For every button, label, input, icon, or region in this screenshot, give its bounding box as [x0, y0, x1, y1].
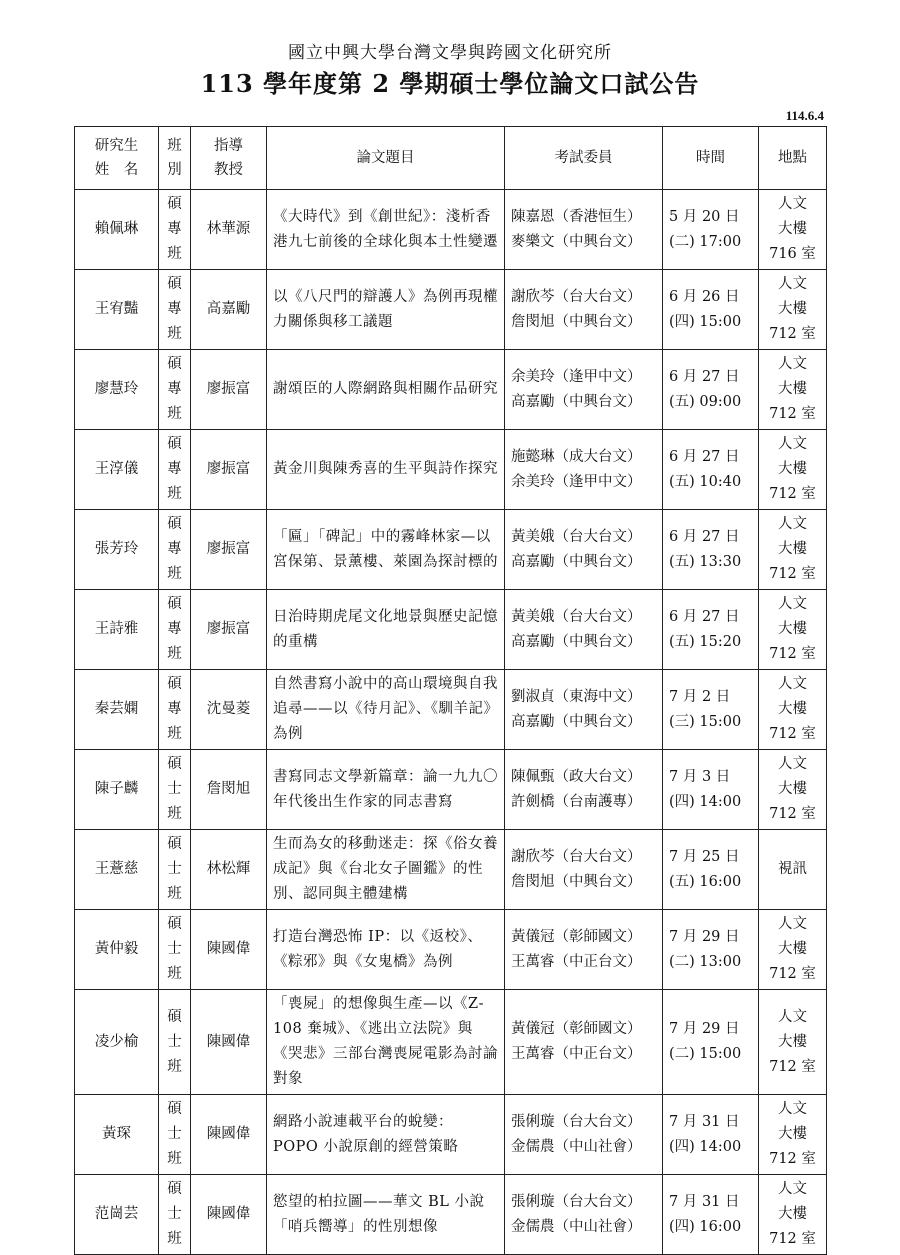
student-name: 賴佩琳 — [75, 190, 159, 270]
location-room: 712 室 — [769, 1231, 816, 1247]
thesis-topic: 網路小說連載平台的蛻變：POPO 小說原創的經營策略 — [267, 1095, 505, 1175]
class-type: 碩 專 班 — [159, 270, 191, 350]
exam-location — [759, 750, 827, 830]
location-building: 人文 大樓 — [778, 276, 807, 317]
exam-date: 5 月 20 日 — [669, 208, 740, 225]
advisor-name: 林華源 — [191, 190, 267, 270]
exam-time — [663, 990, 759, 1095]
exam-time — [663, 190, 759, 270]
student-name: 黃琛 — [75, 1095, 159, 1175]
exam-weekday-time: (四) 16:00 — [669, 1218, 742, 1235]
location-room: 712 室 — [769, 726, 816, 742]
table-row — [75, 1095, 827, 1175]
exam-date: 6 月 26 日 — [669, 288, 740, 305]
exam-location — [759, 590, 827, 670]
exam-time — [663, 1175, 759, 1255]
committee-member: 施懿琳（成大台文） — [511, 448, 642, 465]
committee-member: 金儒農（中山社會） — [511, 1138, 642, 1155]
committee-member: 謝欣芩（台大台文） — [511, 288, 642, 305]
exam-location — [759, 430, 827, 510]
committee-member: 陳嘉恩（香港恒生） — [511, 208, 642, 225]
student-name: 王詩雅 — [75, 590, 159, 670]
student-name: 王宥豔 — [75, 270, 159, 350]
header-topic: 論文題目 — [267, 127, 505, 190]
page-title: 113 學年度第 2 學期碩士學位論文口試公告 — [200, 69, 700, 98]
exam-time — [663, 910, 759, 990]
exam-weekday-time: (四) 14:00 — [669, 1138, 742, 1155]
committee-member: 劉淑貞（東海中文） — [511, 688, 642, 705]
location-building: 人文 大樓 — [778, 1008, 807, 1050]
table-row — [75, 830, 827, 910]
header-time: 時間 — [663, 127, 759, 190]
advisor-name: 詹閔旭 — [191, 750, 267, 830]
exam-date: 6 月 27 日 — [669, 608, 740, 625]
location-room: 716 室 — [769, 246, 816, 262]
header-class: 班 別 — [159, 127, 191, 190]
exam-date: 6 月 27 日 — [669, 528, 740, 545]
committee-members — [505, 590, 663, 670]
committee-member: 張俐璇（台大台文） — [511, 1193, 642, 1210]
committee-members — [505, 910, 663, 990]
oral-exam-schedule-table — [74, 126, 827, 1255]
exam-weekday-time: (五) 13:30 — [669, 553, 742, 570]
table-row — [75, 590, 827, 670]
advisor-name: 陳國偉 — [191, 990, 267, 1095]
table-row — [75, 750, 827, 830]
advisor-name: 沈曼菱 — [191, 670, 267, 750]
student-name: 凌少榆 — [75, 990, 159, 1095]
class-type: 碩 專 班 — [159, 350, 191, 430]
location-room: 712 室 — [769, 566, 816, 582]
table-row — [75, 990, 827, 1095]
committee-members — [505, 350, 663, 430]
committee-members — [505, 1175, 663, 1255]
class-type: 碩 專 班 — [159, 190, 191, 270]
table-row — [75, 510, 827, 590]
table-row — [75, 670, 827, 750]
student-name: 黃仲毅 — [75, 910, 159, 990]
student-name: 王淳儀 — [75, 430, 159, 510]
table-row — [75, 430, 827, 510]
student-name: 王薏慈 — [75, 830, 159, 910]
committee-member: 陳佩甄（政大台文） — [511, 768, 642, 785]
committee-member: 詹閔旭（中興台文） — [511, 873, 642, 890]
committee-members — [505, 270, 663, 350]
exam-time — [663, 750, 759, 830]
location-building: 人文 大樓 — [778, 516, 807, 557]
committee-member: 余美玲（逢甲中文） — [511, 368, 642, 385]
announcement-date: 114.6.4 — [785, 108, 824, 123]
location-room: 712 室 — [769, 646, 816, 662]
committee-member: 謝欣芩（台大台文） — [511, 848, 642, 865]
exam-time — [663, 510, 759, 590]
exam-weekday-time: (二) 13:00 — [669, 953, 742, 970]
exam-date: 7 月 2 日 — [669, 688, 731, 705]
location-building: 人文 大樓 — [778, 916, 807, 957]
class-type: 碩 專 班 — [159, 590, 191, 670]
thesis-topic: 慾望的柏拉圖——華文 BL 小說「哨兵嚮導」的性別想像 — [267, 1175, 505, 1255]
student-name: 廖慧玲 — [75, 350, 159, 430]
location-room: 712 室 — [769, 806, 816, 822]
exam-weekday-time: (四) 15:00 — [669, 313, 742, 330]
class-type: 碩 士 班 — [159, 750, 191, 830]
exam-location — [759, 1095, 827, 1175]
advisor-name: 高嘉勵 — [191, 270, 267, 350]
table-row — [75, 1175, 827, 1255]
committee-members — [505, 750, 663, 830]
committee-member: 王萬睿（中正台文） — [511, 1046, 642, 1062]
exam-location — [759, 350, 827, 430]
committee-member: 黃美娥（台大台文） — [511, 528, 642, 545]
committee-member: 高嘉勵（中興台文） — [511, 633, 642, 650]
student-name: 張芳玲 — [75, 510, 159, 590]
table-header-row — [75, 127, 827, 190]
committee-members — [505, 670, 663, 750]
thesis-topic: 「喪屍」的想像與生產—以《Z-108 棄城》、《逃出立法院》與《哭悲》三部台灣喪屍電影為討論對象 — [267, 990, 505, 1095]
location-building: 視訊 — [778, 861, 807, 877]
exam-date: 7 月 31 日 — [669, 1193, 740, 1210]
location-room: 712 室 — [769, 486, 816, 502]
student-name: 秦芸嫻 — [75, 670, 159, 750]
thesis-topic: 打造台灣恐怖 IP：以《返校》、《粽邪》與《女鬼橋》為例 — [267, 910, 505, 990]
exam-date: 7 月 29 日 — [669, 928, 740, 945]
advisor-name: 陳國偉 — [191, 1175, 267, 1255]
committee-member: 王萬睿（中正台文） — [511, 953, 642, 970]
institute-name: 國立中興大學台灣文學與跨國文化研究所 — [288, 43, 612, 63]
exam-time — [663, 670, 759, 750]
class-type: 碩 士 班 — [159, 830, 191, 910]
location-room: 712 室 — [769, 966, 816, 982]
committee-member: 張俐璇（台大台文） — [511, 1113, 642, 1130]
exam-date: 6 月 27 日 — [669, 368, 740, 385]
thesis-topic: 「匾」「碑記」中的霧峰林家—以宮保第、景薰樓、萊園為探討標的 — [267, 510, 505, 590]
advisor-name: 廖振富 — [191, 510, 267, 590]
exam-weekday-time: (五) 10:40 — [669, 473, 742, 490]
thesis-topic: 生而為女的移動迷走：探《俗女養成記》與《台北女子圖鑑》的性別、認同與主體建構 — [267, 830, 505, 910]
header-committee: 考試委員 — [505, 127, 663, 190]
exam-location — [759, 190, 827, 270]
location-building: 人文 大樓 — [778, 596, 807, 637]
thesis-topic: 日治時期虎尾文化地景與歷史記憶的重構 — [267, 590, 505, 670]
advisor-name: 陳國偉 — [191, 910, 267, 990]
committee-member: 黃儀冠（彰師國文） — [511, 1021, 642, 1037]
header-place: 地點 — [759, 127, 827, 190]
exam-time — [663, 590, 759, 670]
exam-date: 7 月 31 日 — [669, 1113, 740, 1130]
exam-time — [663, 350, 759, 430]
location-building: 人文 大樓 — [778, 756, 807, 797]
exam-location — [759, 910, 827, 990]
committee-members — [505, 430, 663, 510]
location-building: 人文 大樓 — [778, 196, 807, 237]
class-type: 碩 士 班 — [159, 1095, 191, 1175]
thesis-topic: 書寫同志文學新篇章：論一九九〇年代後出生作家的同志書寫 — [267, 750, 505, 830]
committee-member: 高嘉勵（中興台文） — [511, 393, 642, 410]
committee-members — [505, 190, 663, 270]
table-row — [75, 910, 827, 990]
exam-weekday-time: (二) 17:00 — [669, 233, 742, 250]
exam-location — [759, 510, 827, 590]
advisor-name: 廖振富 — [191, 350, 267, 430]
exam-weekday-time: (四) 14:00 — [669, 793, 742, 810]
student-name: 范崗芸 — [75, 1175, 159, 1255]
exam-date: 7 月 3 日 — [669, 768, 731, 785]
class-type: 碩 士 班 — [159, 1175, 191, 1255]
exam-time — [663, 270, 759, 350]
class-type: 碩 專 班 — [159, 670, 191, 750]
advisor-name: 陳國偉 — [191, 1095, 267, 1175]
table-body — [75, 190, 827, 1255]
header-student: 研究生 姓 名 — [75, 127, 159, 190]
exam-time — [663, 1095, 759, 1175]
advisor-name: 廖振富 — [191, 430, 267, 510]
class-type: 碩 專 班 — [159, 510, 191, 590]
exam-location — [759, 270, 827, 350]
location-room: 712 室 — [769, 326, 816, 342]
exam-weekday-time: (五) 09:00 — [669, 393, 742, 410]
exam-weekday-time: (二) 15:00 — [669, 1046, 742, 1062]
advisor-name: 林松輝 — [191, 830, 267, 910]
student-name: 陳子麟 — [75, 750, 159, 830]
location-building: 人文 大樓 — [778, 676, 807, 717]
exam-time — [663, 430, 759, 510]
exam-weekday-time: (三) 15:00 — [669, 713, 742, 730]
exam-location — [759, 1175, 827, 1255]
exam-weekday-time: (五) 15:20 — [669, 633, 742, 650]
thesis-topic: 《大時代》到《創世紀》：淺析香港九七前後的全球化與本土性變遷 — [267, 190, 505, 270]
advisor-name: 廖振富 — [191, 590, 267, 670]
committee-member: 金儒農（中山社會） — [511, 1218, 642, 1235]
exam-location — [759, 830, 827, 910]
location-building: 人文 大樓 — [778, 1181, 807, 1222]
committee-member: 黃儀冠（彰師國文） — [511, 928, 642, 945]
class-type: 碩 士 班 — [159, 910, 191, 990]
table-row — [75, 350, 827, 430]
exam-weekday-time: (五) 16:00 — [669, 873, 742, 890]
committee-members — [505, 1095, 663, 1175]
committee-member: 許劍橋（台南護專） — [511, 793, 642, 810]
location-building: 人文 大樓 — [778, 356, 807, 397]
exam-date: 6 月 27 日 — [669, 448, 740, 465]
committee-member: 高嘉勵（中興台文） — [511, 713, 642, 730]
exam-date: 7 月 29 日 — [669, 1021, 740, 1037]
table-row — [75, 190, 827, 270]
thesis-topic: 自然書寫小說中的高山環境與自我追尋——以《待月記》、《馴羊記》為例 — [267, 670, 505, 750]
committee-members — [505, 990, 663, 1095]
table-row — [75, 270, 827, 350]
committee-member: 余美玲（逢甲中文） — [511, 473, 642, 490]
exam-date: 7 月 25 日 — [669, 848, 740, 865]
location-room: 712 室 — [769, 1151, 816, 1167]
committee-members — [505, 830, 663, 910]
exam-time — [663, 830, 759, 910]
location-building: 人文 大樓 — [778, 436, 807, 477]
class-type: 碩 專 班 — [159, 430, 191, 510]
exam-location — [759, 990, 827, 1095]
committee-member: 麥樂文（中興台文） — [511, 233, 642, 250]
location-room: 712 室 — [769, 406, 816, 422]
location-building: 人文 大樓 — [778, 1101, 807, 1142]
committee-member: 黃美娥（台大台文） — [511, 608, 642, 625]
class-type: 碩 士 班 — [159, 990, 191, 1095]
exam-location — [759, 670, 827, 750]
location-room: 712 室 — [769, 1058, 816, 1075]
thesis-topic: 黃金川與陳秀喜的生平與詩作探究 — [267, 430, 505, 510]
committee-member: 詹閔旭（中興台文） — [511, 313, 642, 330]
thesis-topic: 謝頌臣的人際網路與相關作品研究 — [267, 350, 505, 430]
thesis-topic: 以《八尺門的辯護人》為例再現權力關係與移工議題 — [267, 270, 505, 350]
committee-members — [505, 510, 663, 590]
header-advisor: 指導 教授 — [191, 127, 267, 190]
committee-member: 高嘉勵（中興台文） — [511, 553, 642, 570]
